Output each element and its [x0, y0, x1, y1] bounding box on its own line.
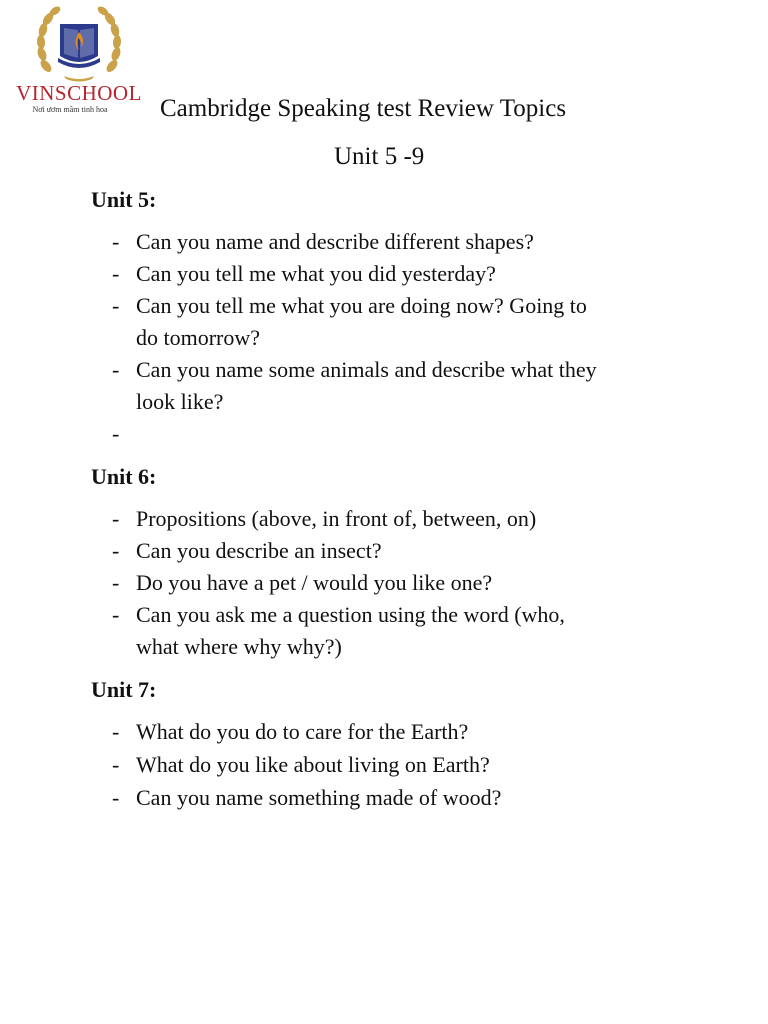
list-item-continuation: look like?: [136, 389, 224, 414]
list-item: Can you name some animals and describe what they: [136, 357, 597, 382]
list-item: Do you have a pet / would you like one?: [136, 570, 493, 595]
list-item-continuation: do tomorrow?: [136, 325, 261, 350]
bullet-marker: -: [112, 229, 120, 254]
brand-name: VINSCHOOL: [16, 81, 142, 105]
bullet-marker: -: [112, 719, 120, 744]
list-item: What do you like about living on Earth?: [136, 752, 490, 777]
vinschool-logo: [14, 6, 144, 116]
section-heading-unit-5: Unit 5:: [91, 187, 157, 212]
list-item: Can you describe an insect?: [136, 538, 382, 563]
bullet-marker: -: [112, 785, 120, 810]
list-item-continuation: what where why why?): [136, 634, 342, 659]
bullet-marker: -: [112, 506, 120, 531]
list-item: Can you ask me a question using the word (who,: [136, 602, 565, 627]
bullet-marker: -: [112, 570, 120, 595]
list-item: Can you tell me what you are doing now? Going to: [136, 293, 587, 318]
section-heading-unit-6: Unit 6:: [91, 464, 157, 489]
bullet-marker: -: [112, 357, 120, 382]
bullet-marker: -: [112, 602, 120, 627]
list-item: Can you tell me what you did yesterday?: [136, 261, 496, 286]
list-item: Can you name something made of wood?: [136, 785, 502, 810]
bullet-marker: -: [112, 261, 120, 286]
list-item: Propositions (above, in front of, between, on): [136, 506, 537, 531]
brand-tagline: Nơi ươm mầm tinh hoa: [32, 105, 108, 114]
section-heading-unit-7: Unit 7:: [91, 677, 157, 702]
list-item: What do you do to care for the Earth?: [136, 719, 469, 744]
laurel-book-emblem-icon: [34, 6, 124, 82]
bullet-marker: -: [112, 421, 120, 446]
page-title: Cambridge Speaking test Review Topics: [160, 95, 567, 122]
bullet-marker: -: [112, 538, 120, 563]
page-subtitle: Unit 5 -9: [334, 143, 425, 170]
bullet-marker: -: [112, 293, 120, 318]
list-item: Can you name and describe different shapes?: [136, 229, 534, 254]
bullet-marker: -: [112, 752, 120, 777]
